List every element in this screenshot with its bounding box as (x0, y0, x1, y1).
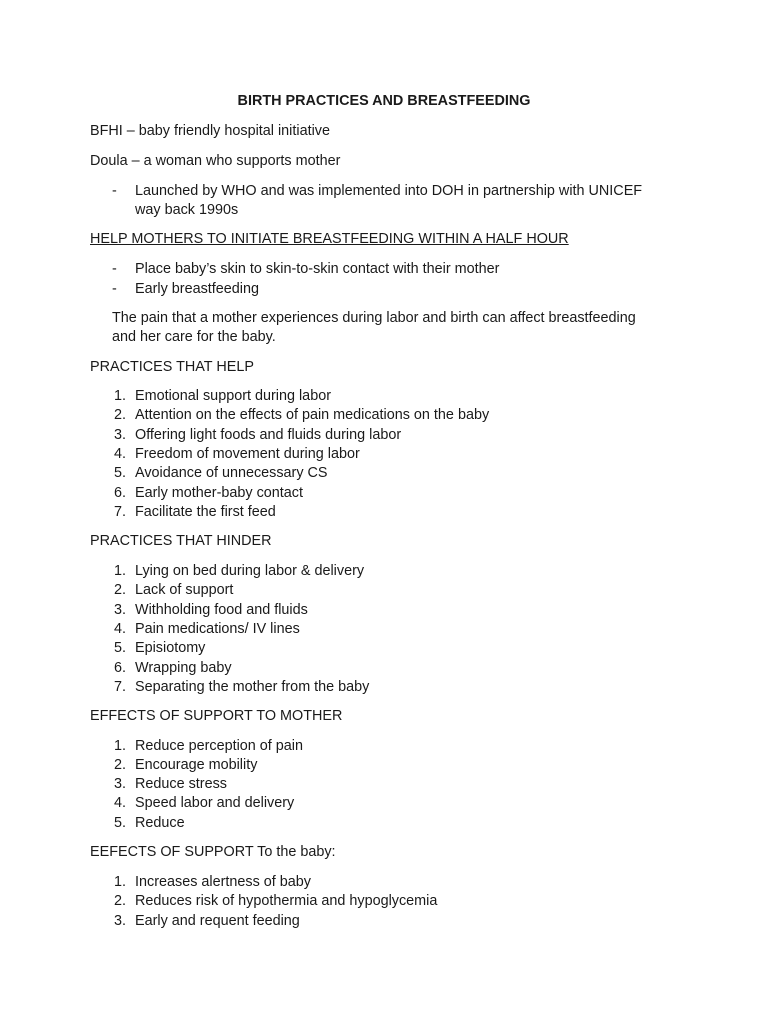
list-number: 1. (113, 874, 126, 890)
list-item: Early mother-baby contact (135, 485, 303, 501)
section-heading-effects-mother: EFFECTS OF SUPPORT TO MOTHER (90, 708, 343, 724)
list-item: Reduce perception of pain (135, 738, 304, 754)
list-item: Separating the mother from the baby (135, 679, 370, 695)
list-item: Lack of support (135, 582, 234, 598)
list-item: Wrapping baby (135, 660, 232, 676)
list-number: 7. (113, 679, 126, 695)
document-title: BIRTH PRACTICES AND BREASTFEEDING (237, 93, 531, 109)
list-number: 4. (113, 446, 126, 462)
list-number: 2. (113, 893, 126, 909)
list-bullet: - (112, 261, 117, 277)
list-item: Reduce (135, 815, 185, 831)
doula-note-line-2: way back 1990s (135, 202, 239, 218)
list-number: 7. (113, 504, 126, 520)
list-item: Pain medications/ IV lines (135, 621, 300, 637)
pain-paragraph-line-2: and her care for the baby. (112, 329, 276, 345)
list-item: Early breastfeeding (135, 281, 259, 297)
pain-paragraph-line-1: The pain that a mother experiences during labor and birth can affect breastfeeding (112, 310, 636, 326)
list-number: 5. (113, 465, 126, 481)
list-number: 3. (113, 602, 126, 618)
doula-definition: Doula – a woman who supports mother (90, 153, 341, 169)
list-number: 3. (113, 913, 126, 929)
list-number: 1. (113, 563, 126, 579)
list-item: Emotional support during labor (135, 388, 331, 404)
list-item: Facilitate the first feed (135, 504, 276, 520)
list-item: Place baby’s skin to skin-to-skin contact with their mother (135, 261, 500, 277)
list-number: 6. (113, 660, 126, 676)
list-number: 6. (113, 485, 126, 501)
list-number: 2. (113, 407, 126, 423)
bfhi-definition: BFHI – baby friendly hospital initiative (90, 123, 330, 139)
list-item: Early and requent feeding (135, 913, 300, 929)
list-item: Reduces risk of hypothermia and hypoglycemia (135, 893, 438, 909)
section-heading-effects-baby: EEFECTS OF SUPPORT To the baby: (90, 844, 336, 860)
list-number: 2. (113, 582, 126, 598)
list-item: Offering light foods and fluids during labor (135, 427, 402, 443)
list-number: 4. (113, 621, 126, 637)
list-item: Withholding food and fluids (135, 602, 308, 618)
list-number: 4. (113, 795, 126, 811)
list-number: 1. (113, 738, 126, 754)
doula-note-line-1: Launched by WHO and was implemented into DOH in partnership with UNICEF (135, 183, 643, 199)
list-number: 1. (113, 388, 126, 404)
list-number: 5. (113, 815, 126, 831)
section-heading-practices-hinder: PRACTICES THAT HINDER (90, 533, 272, 549)
list-number: 3. (113, 427, 126, 443)
list-item: Avoidance of unnecessary CS (135, 465, 328, 481)
list-item: Reduce stress (135, 776, 227, 792)
list-bullet: - (112, 183, 117, 199)
list-bullet: - (112, 281, 117, 297)
list-item: Increases alertness of baby (135, 874, 311, 890)
list-number: 2. (113, 757, 126, 773)
section-heading-practices-help: PRACTICES THAT HELP (90, 359, 254, 375)
list-item: Episiotomy (135, 640, 206, 656)
list-number: 5. (113, 640, 126, 656)
list-item: Attention on the effects of pain medications on the baby (135, 407, 490, 423)
list-item: Encourage mobility (135, 757, 258, 773)
list-item: Freedom of movement during labor (135, 446, 360, 462)
list-item: Speed labor and delivery (135, 795, 295, 811)
list-item: Lying on bed during labor & delivery (135, 563, 365, 579)
help-mothers-heading: HELP MOTHERS TO INITIATE BREASTFEEDING WITHIN A HALF HOUR (90, 231, 569, 247)
list-number: 3. (113, 776, 126, 792)
